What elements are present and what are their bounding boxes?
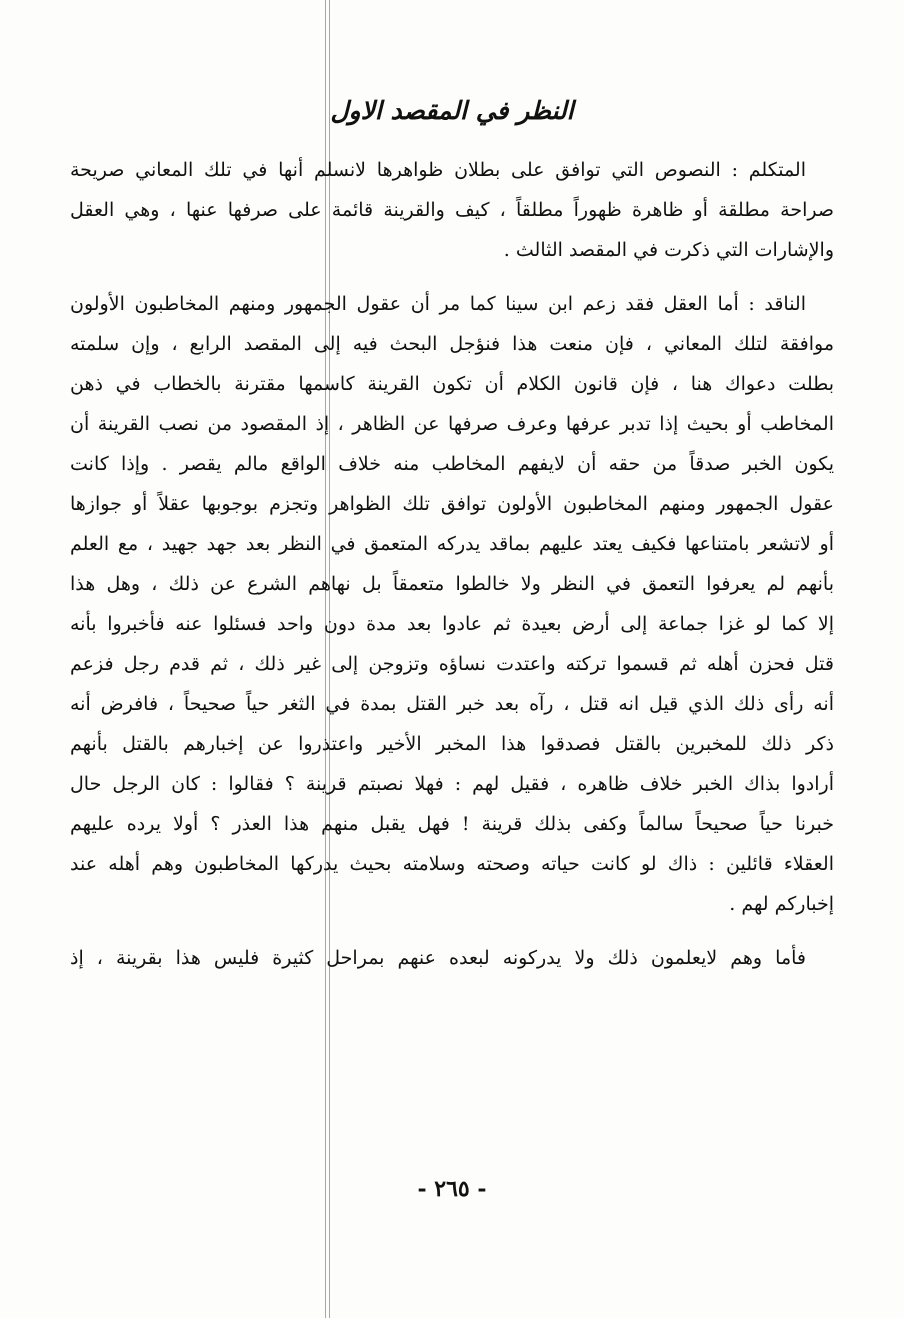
text-line: صراحة مطلقة أو ظاهرة ظهوراً مطلقاً ، كيف والقرينة قائمة على صرفها عنها ، وهي العقل: [70, 199, 834, 221]
body-text: [70, 150, 834, 978]
text-line: الناقد : أما العقل فقد زعم ابن سينا كما مر أن عقول الجمهور ومنهم المخاطبون الأولون: [70, 293, 806, 315]
text-line: والإشارات التي ذكرت في المقصد الثالث .: [503, 239, 834, 261]
page-number: - ٢٦٥ -: [417, 1176, 487, 1202]
text-line: بأنهم لم يعرفوا التعمق في النظر ولا خالطوا متعمقاً بل نهاهم الشرع عن ذلك ، وهل هذا: [70, 573, 834, 595]
text-line: أنه رأى ذلك الذي قيل انه قتل ، رآه بعد خبر القتل بمدة في الثغر حياً صحيحاً ، فافرض أنه: [70, 693, 834, 715]
text-line: أو لاتشعر بامتناعها فكيف يعتد عليهم بماقد يدركه المتعمق في النظر بعد جهد جهيد ، مع العلم: [70, 533, 834, 555]
text-line: إخباركم لهم .: [729, 893, 834, 915]
text-line: عقول الجمهور ومنهم المخاطبون الأولون توافق تلك الظواهر وتجزم بوجوبها عقلاً أو جوازها: [70, 493, 834, 515]
text-line: المتكلم : النصوص التي توافق على بطلان ظواهرها لانسلم أنها في تلك المعاني صريحة: [70, 159, 806, 181]
text-line: ذكر ذلك للمخبرين بالقتل فصدقوا هذا المخبر الأخير واعتذروا عن إخبارهم بالقتل بأنهم: [70, 733, 834, 755]
text-line: إلا كما لو غزا جماعة إلى أرض بعيدة ثم عادوا بعد مدة دون واحد فسئلوا عنه فأخبروا بأنه: [70, 613, 834, 635]
text-line: بطلت دعواك هنا ، فإن قانون الكلام أن تكون القرينة كاسمها مقترنة بالخطاب في ذهن: [70, 373, 834, 395]
section-heading: النظر في المقصد الاول: [330, 96, 574, 125]
text-line: موافقة لتلك المعاني ، فإن منعت هذا فنؤجل البحث فيه إلى المقصد الرابع ، وإن سلمته: [70, 333, 834, 355]
text-line: المخاطب أو بحيث إذا تدبر عرفها وعرف صرفها عن الظاهر ، إذ المقصود من نصب القرينة أن: [70, 413, 834, 435]
text-line: العقلاء قائلين : ذاك لو كانت حياته وصحته وسلامته بحيث يدركها المخاطبون وهم أهله عند: [70, 853, 834, 875]
text-line: أرادوا بذاك الخبر خلاف ظاهره ، فقيل لهم : فهلا نصبتم قرينة ؟ فقالوا : كان الرجل حال: [70, 773, 834, 795]
text-line: خبرنا حياً صحيحاً سالماً وكفى بذلك قرينة ! فهل يقبل منهم هذا العذر ؟ أولا يرده عليهم: [70, 813, 834, 835]
text-line: يكون الخبر صدقاً من حقه أن لايفهم المخاطب منه خلاف الواقع مالم يقصر . وإذا كانت: [70, 453, 834, 475]
text-line: قتل فحزن أهله ثم قسموا تركته واعتدت نساؤه وتزوجن إلى غير ذلك ، ثم قدم رجل فزعم: [70, 653, 834, 675]
text-line: فأما وهم لايعلمون ذلك ولا يدركونه لبعده عنهم بمراحل كثيرة فليس هذا بقرينة ، إذ: [70, 947, 806, 969]
